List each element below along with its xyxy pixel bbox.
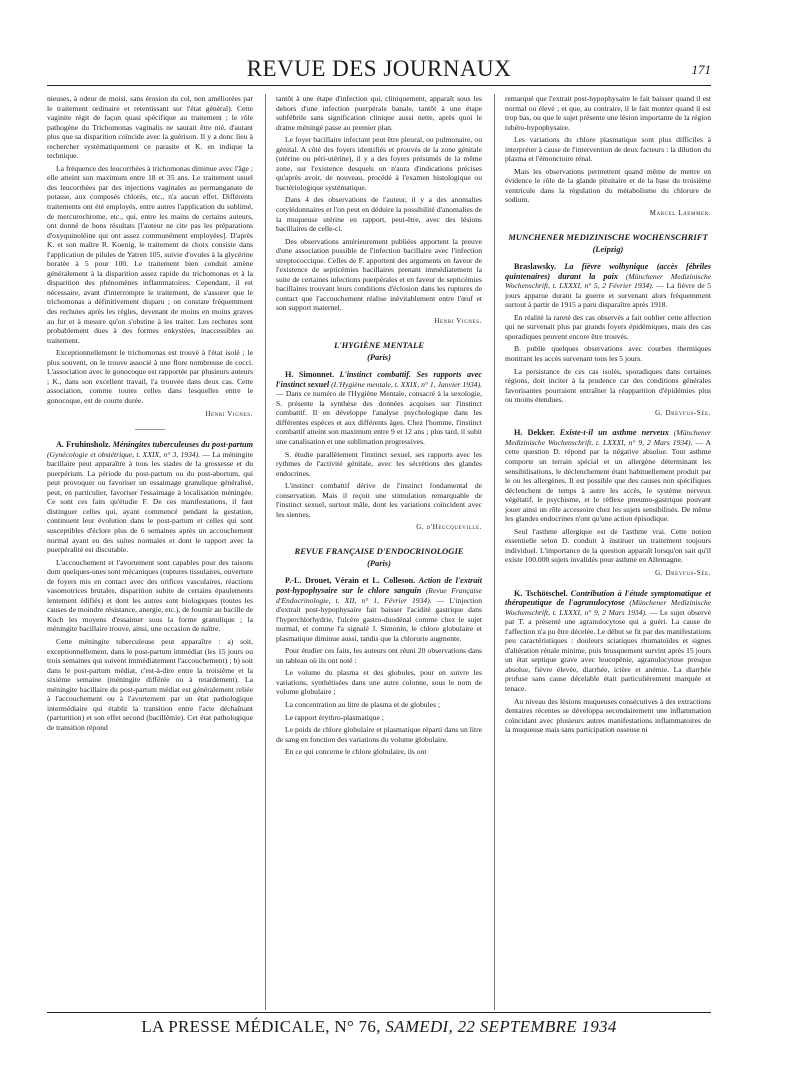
article-reference: (Münchener Medizinische Wochenschrift, t. LXXXI, n° 9, 2 Mars 1934). bbox=[505, 598, 711, 617]
author-signature: Marcel Laemmer. bbox=[649, 209, 711, 218]
author-signature: G. d'Heucqueville. bbox=[416, 523, 482, 532]
article-title: Existe-t-il un asthme nerveux bbox=[559, 428, 669, 438]
article-title: Méningites tuberculeuses du post-partum bbox=[112, 440, 253, 450]
article-reference: (Gynécologie et obstétrique, t. XXIX, n° 3, 1934). bbox=[47, 449, 201, 459]
journal-heading: MUNCHENER MEDIZINISCHE WOCHENSCHRIFT bbox=[508, 231, 708, 242]
article-title: Action de l'extrait post-hypophysaire sur le chlore sanguin bbox=[276, 576, 482, 595]
author-signature: Henri Vignes. bbox=[434, 317, 482, 326]
article-abstract bbox=[276, 370, 482, 446]
journal-city: (Paris) bbox=[367, 558, 391, 568]
author-signature: G. Dreyfus-Sée. bbox=[655, 568, 711, 577]
article-reference: (Revue Française d'Endocrinologie, t. XII, n° 1, Février 1934). bbox=[276, 585, 482, 605]
paragraph: Cette méningite tuberculeuse peut apparaître : a) soit, exceptionnellement, dans le post-partum immédiat (les 15 jours ou trois semaines qui suivent immédiatement l'accouchement) ; b) soit dans le post-partum médiat, c'est-à-dire entre la troisième et la sixième semaine (méningite différée ou à retardement). La méningite bacillaire du post-partum médiat est généralement reliée à l'accouchement ou à l'avortement par un état pathologique intermédiaire qui établit la transition entre l'acte déchaînant (parturition) et son effet second (bacillémie). Cet état pathologique de transition répond bbox=[47, 636, 253, 732]
paragraph: Le rapport érythro-plasmatique ; bbox=[285, 712, 384, 722]
paragraph: La persistance de ces cas isolés, sporadiques dans certaines régions, doit inciter à la prudence car des conditions générales favorisantes pourraient entraîner la réapparition d'épidémies plus ou moins étendues. bbox=[505, 366, 711, 405]
paragraph: En réalité la rareté des cas observés a fait oublier cette affection qui ne survenait plus par grands foyers épidémiques, mais des cas sporadiques peuvent encore être trouvés. bbox=[505, 312, 711, 341]
article-author: H. Simonnet. bbox=[285, 370, 335, 380]
article-title: La fièvre wolhynique (accès fébriles quintenaires) durant la paix bbox=[505, 262, 711, 281]
article-text: — L'injection d'extrait post-hypophysaire fait baisser l'acidité gastrique dans l'hyperchlorhydrie, l'ulcère gastro-duodénal comme chez le sujet normal, et comme l'a signalé J. Simonin, le chlore globulaire et plasmatique diminue aussi, tandis que la chlorurie augmente. bbox=[276, 595, 482, 643]
article-text: — Le sujet observé par T. a présenté une agranulocytose qui a guéri. La cause de l'affection n'a pu être décelée. Le début se fit par des manifestations peu caractéristiques : douleurs sciatiques rhumatoïdes et signes d'altération rénale minime, puis brusquement survint après 15 jours un état septique grave avec leucopénie, agranulocytose presque absolue, fièvre élevée, diarrhée, ictère et anémie. La diarrhée profuse sans cause décelable était particulièrement marquée et tenace. bbox=[505, 607, 711, 693]
article-author: Braslawsky. bbox=[514, 262, 557, 272]
paragraph: B. publie quelques observations avec courbes thermiques montrant les accès survenant tous les 5 jours. bbox=[505, 344, 711, 364]
article-text: — La fièvre de 5 jours apparue durant la guerre et survenant alors fréquemment surtout à partir de 1915 a paru disparaître après 1918. bbox=[505, 281, 711, 310]
page-number: 171 bbox=[691, 62, 711, 77]
paragraph: La fréquence des leucorrhées à trichomonas diminue avec l'âge ; elle atteint son maximum entre 18 et 35 ans. Le traitement usuel des leucorrhées par des injections vaginales au permanganate de potasse, aux composés chlorés, etc., n'a aucun effet. Différents traitements ont été employés, entre autres l'application du sublimé, de mercurochrome, etc., qui, entre les mains de certains auteurs, ont donné de bons résultats [l'auteur ne cite pas les préparations d'oxyquinoléine qui ont assez communément employées]. D'après K. et son maître R. Koenig, le traitement de choix consiste dans l'application de pilules de Yatren 105, suivie d'ovules à la glycérine boratée à 5 pour 100. Le traitement bien conduit amène généralement à la disparition assez rapide du trichomonas et à la disparition des phénomènes inflammatoires. Cependant, il est nécessaire, avant d'interrompre le traitement, de s'assurer que le trichomonas a définitivement disparu ; on constate fréquemment des rechutes après les règles, devenant de moins en moins graves au fur et à mesure qu'on s'obstine à les traiter. Les rechutes sont probablement dues à des formes enkystées, inaccessibles au traitement. bbox=[47, 163, 253, 345]
column-right bbox=[505, 94, 711, 1010]
paragraph: Dans 4 des observations de l'auteur, il y a des anomalies cotylédonnaires et l'on peut en déduire la possibilité d'anomalies de la muqueuse utérine en rapport, peut-être, avec des lésions bacillaires de celle-ci. bbox=[276, 195, 482, 234]
journal-section-title: REVUE DES JOURNAUX bbox=[246, 56, 512, 81]
article-author: K. Tschötschel. bbox=[514, 588, 568, 598]
article-author: H. Dekker. bbox=[514, 428, 555, 438]
text-columns bbox=[47, 94, 711, 1010]
paragraph: Pour étudier ces faits, les auteurs ont réuni 20 observations dans un tableau où ils ont noté : bbox=[276, 646, 482, 665]
column-middle bbox=[276, 94, 482, 1010]
article-text: — A cette question D. répond par la négative absolue. Tout asthme comporte un terrain spécial et un allergène déterminant les sensibilisations, le déclenchement étant habituellement produit par le ou les allergènes. Il est possible que des causes non spécifiques déclenchent de temps à autre les accès, le système nerveux végétatif, le psychisme, et le réflexe pneumo-gastrique pouvant jouer ainsi un rôle accessoire chez les sujets sensibilisés. De même les glandes endocrines n'ont qu'une action épisodique. bbox=[505, 437, 711, 524]
article-reference: (Münchener Medizinische Wochenschrift, t. LXXXI, n° 5, 2 Février 1934). bbox=[505, 271, 711, 291]
article-abstract bbox=[505, 589, 711, 694]
paragraph: Les variations du chlore plasmatique sont plus difficiles à interpréter à cause de l'intervention de deux facteurs : la dilution du plasma et l'émonctoire rénal. bbox=[505, 135, 711, 164]
issue-date: SAMEDI, 22 SEPTEMBRE 1934 bbox=[385, 1017, 617, 1036]
article-text: — La méningite bacillaire peut apparaître à tous les stades de la grossesse et du puerpérium. La période du post-partum ou du post-abortum, qui peut provoquer ou favoriser un essaimage granulique généralisé, peut, en particulier, favoriser l'essaimage à localisation méningée. Ce sont ces faits qu'étudie F. De ces manifestations, il faut distinguer celles qui, ayant commencé pendant la gestation, continuent leur évolution dans le post-partum et celles qui sont susceptibles d'éclore plus de 6 semaines après un accouchement normal ayant eu des suites normales et dont le rapport avec la puerpéralité est discutable. bbox=[47, 449, 253, 555]
paragraph: Seul l'asthme allergique est de l'asthme vrai. Cette notion essentielle selon D. conduit à instituer un traitement toujours individuel. L'importance de la question apparaît lorsqu'on sait qu'il existe 100.000 sujets invalidés pour asthme en Allemagne. bbox=[505, 526, 711, 565]
paragraph: remarqué que l'extrait post-hypophysaire le fait baisser quand il est normal ou élevé ; et que, au contraire, il le fait monter quand il est trop bas, ou que le sujet présente une lésion importante de la région tubéro-hypophysaire. bbox=[505, 94, 711, 132]
paragraph: Le foyer bacillaire infectant peut être pleural, ou pulmonaire, ou génital. A côté des foyers identifiés et prouvés de la zone génitale (utérine ou péri-utérine), il y a des foyers présumés de la même zone, sur l'existence desquels on n'aura d'indications précises qu'après avoir, de nouveau, procédé à l'examen histologique ou bactériologique systématique. bbox=[276, 135, 482, 192]
article-author: A. Fruhinsholz. bbox=[56, 440, 111, 450]
journal-heading: L'HYGIÈNE MENTALE bbox=[333, 339, 424, 350]
page-footer bbox=[47, 1012, 711, 1038]
column-left bbox=[47, 94, 253, 1010]
article-text: — Dans ce numéro de l'Hygiène Mentale, consacré à la sexologie, S. présente la synthèse des données acquises sur l'instinct combattif. Il en développe l'analyse psychologique dans les différentes espèces et aux différents âges. Chez l'homme, l'instinct combattif atteint son maximum entre 9 et 12 ans ; plus tard, il subit une canalisation et une sublimation progressives. bbox=[276, 389, 482, 446]
journal-city: (Leipzig) bbox=[592, 244, 624, 254]
article-author: P.-L. Drouet, Vérain et L. Colleson. bbox=[285, 576, 416, 586]
article-title: L'instinct combattif. Ses rapports avec l'instinct sexuel bbox=[276, 370, 482, 389]
paragraph: Des observations antérieurement publiées apportent la preuve d'une association possible de l'infection bacillaire avec l'infection streptococcique. Celles de F. apportent des arguments en faveur de l'existence de septicémies bacillaires prenant immédiatement la suite de certaines infections puerpérales et en faveur de septicémies bacillaires trouvant leurs conditions d'éclosion dans les ruptures de contact que l'accouchement réalise inévitablement entre l'œuf et son support maternel. bbox=[276, 236, 482, 313]
journal-city: (Paris) bbox=[367, 352, 391, 362]
paragraph: nieuses, à odeur de moisi, sans érosion du col, non améliorées par le traitement ordinaire et retentissant sur l'état général). Cette vaginite régit de façon quasi spécifique au traitement ; le rôle pathogène du Trichomonas vaginalis ne saurait être nié, d'autant plus que sa disparition coïncide avec la guérison. Il y a donc lieu à rechercher systématiquement ce parasite et K. en indique la technique. bbox=[47, 94, 253, 161]
paragraph: En ce qui concerne le chlore globulaire, ils ont bbox=[285, 747, 427, 757]
paragraph: tantôt à une étape d'infection qui, cliniquement, apparaît sous les dehors d'une infection puerpérale banale, tantôt à une étape subfébrile sans signification clinique aussi nette, après quoi le drame méningé passe au premier plan. bbox=[276, 94, 482, 132]
article-reference: (Münchener Medizinische Wochenschrift, t. LXXXI, n° 9, 2 Mars 1934). bbox=[505, 428, 711, 447]
article-title: Contribution à l'étude symptomatique et thérapeutique de l'agranulocytose bbox=[505, 588, 711, 608]
paragraph: La concentration au litre de plasma et de globules ; bbox=[285, 699, 440, 709]
paragraph: L'accouchement et l'avortement sont capables pour des raisons dont quelques-unes sont mécaniques (ruptures tissulaires, ouverture de foyers mis en contact avec des orifices vasculaires, réactions vasomotrices brutales, disparition subite de certains épaulements lentement édifiés) et dont les autres sont biologiques (toutes les causes de moindre résistance, anergie, etc.), de fournir au bacille de Koch les moyens d'essaimer sous la forme granulique ; la méningite bacillaire trouve, ainsi, une occasion de naître. bbox=[47, 557, 253, 634]
paragraph: Le poids de chlore globulaire et plasmatique réparti dans un litre de sang en fonction des variations du volume globulaire. bbox=[276, 725, 482, 744]
page-header bbox=[47, 54, 711, 86]
paragraph: Mais les observations permettent quand même de mettre en évidence le rôle de la glande pituitaire et de la base du troisième ventricule dans la régulation du métabolisme du chlorure de sodium. bbox=[505, 166, 711, 205]
article-abstract bbox=[276, 576, 482, 643]
column-divider bbox=[265, 94, 266, 1010]
paragraph: Au niveau des lésions muqueuses consécutives à des extractions dentaires récentes se développa secondairement une inflammation coïncidant avec plusieurs autres manifestations inflammatoires de la muqueuse mais sans participation osseuse ni bbox=[505, 696, 711, 735]
article-reference: (L'Hygiène mentale, t. XXIX, n° 1, Janvier 1934). bbox=[331, 379, 482, 389]
journal-heading: REVUE FRANÇAISE D'ENDOCRINOLOGIE bbox=[294, 545, 464, 556]
divider bbox=[135, 429, 165, 430]
paragraph: Exceptionnellement le trichomonas est trouvé à l'état isolé ; le plus souvent, on le trouve associé à une flore nombreuse de cocci. L'association avec le gonocoque est rapportée par plusieurs auteurs ; K., dans son excellent travail, l'a trouvée dans deux cas. Cette association, comme toutes celles dans lesquelles entre le gonocoque, est de courte durée. bbox=[47, 348, 253, 405]
paragraph: S. étudie parallèlement l'instinct sexuel, ses rapports avec les rythmes de l'activité génitale, avec les sécrétions des glandes endocrines. bbox=[276, 449, 482, 478]
paragraph: Le volume du plasma et des globules, pour en suivre les variations, synthétisées dans une autre colonne, sous le nom de volume globulaire ; bbox=[276, 668, 482, 697]
article-abstract bbox=[47, 440, 253, 555]
author-signature: G. Dreyfus-Sée. bbox=[655, 408, 711, 417]
author-signature: Henri Vignes. bbox=[205, 409, 253, 418]
paragraph: L'instinct combattif dérive de l'instinct fondamental de conservation. Mais il reçoit une stimulation remarquable de l'instinct sexuel, surtout mâle, dont les variations coïncident avec les siennes. bbox=[276, 481, 482, 519]
column-divider bbox=[494, 94, 495, 1010]
article-abstract bbox=[505, 262, 711, 310]
article-abstract bbox=[505, 428, 711, 523]
publication-name: LA PRESSE MÉDICALE, N° bbox=[141, 1017, 355, 1036]
issue-number: 76, bbox=[358, 1017, 381, 1036]
